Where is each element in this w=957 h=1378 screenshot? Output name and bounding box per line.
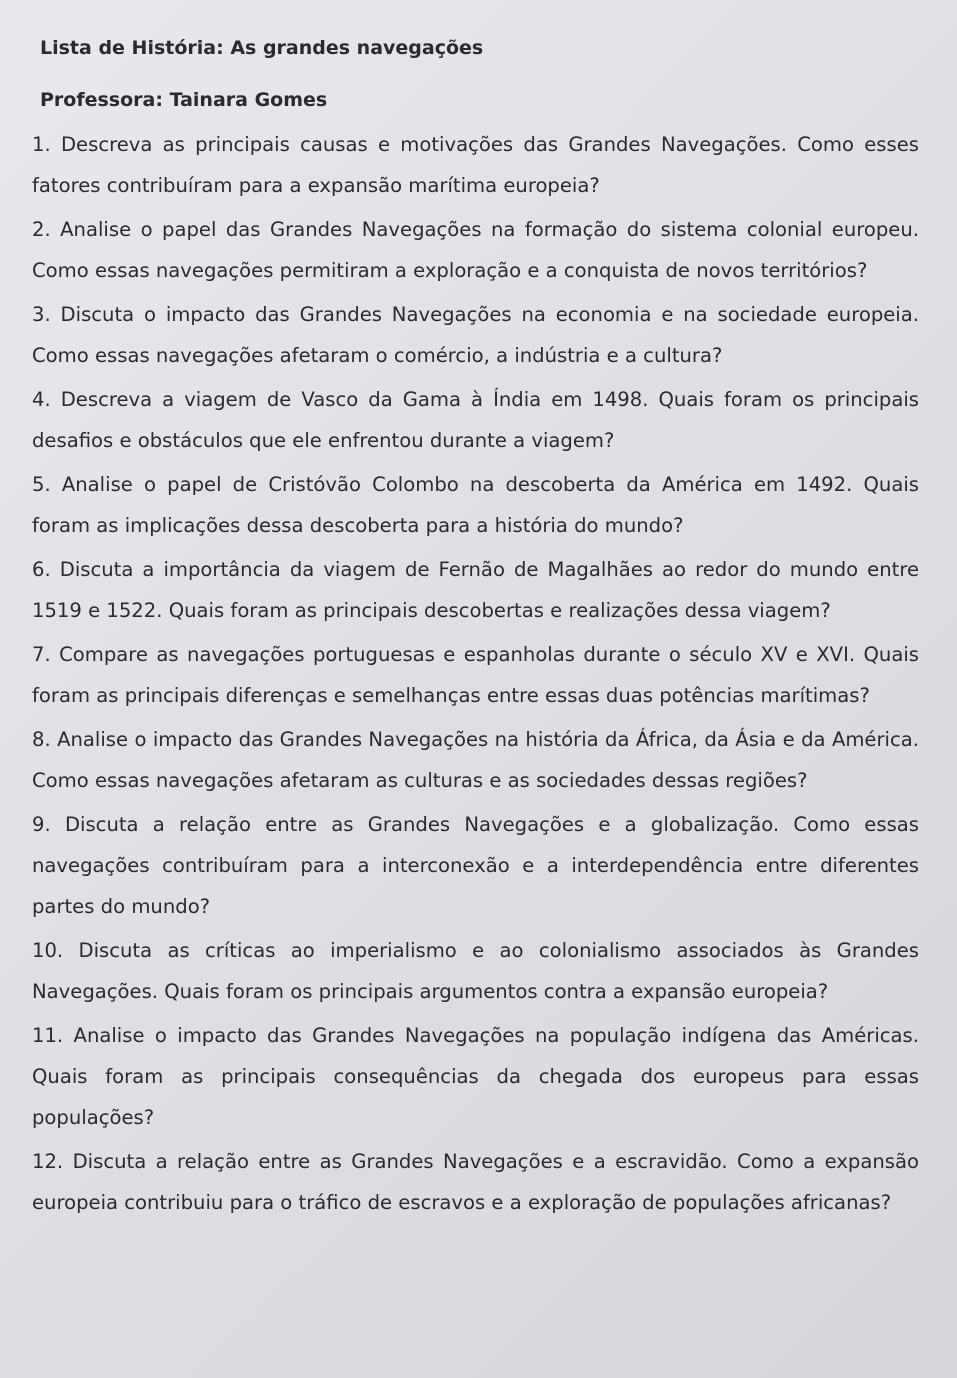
question-11: 11. Analise o impacto das Grandes Navegações na população indígena das Américas. Quais foram as principais consequências da chegada dos europeus para essas populações? [32,1024,919,1130]
question-6: 6. Discuta a importância da viagem de Fernão de Magalhães ao redor do mundo entre 1519 e 1522. Quais foram as principais descobertas e realizações dessa viagem? [32,558,919,623]
question-7: 7. Compare as navegações portuguesas e espanholas durante o século XV e XVI. Quais foram as principais diferenças e semelhanças entre essas duas potências marítimas? [32,643,919,708]
question-12: 12. Discuta a relação entre as Grandes Navegações e a escravidão. Como a expansão europeia contribuiu para o tráfico de escravos e a exploração de populações africanas? [32,1150,919,1215]
question-4: 4. Descreva a viagem de Vasco da Gama à Índia em 1498. Quais foram os principais desafios e obstáculos que ele enfrentou durante a viagem? [32,388,919,453]
question-8: 8. Analise o impacto das Grandes Navegações na história da África, da Ásia e da América. Como essas navegações afetaram as culturas e as sociedades dessas regiões? [32,728,919,793]
question-3: 3. Discuta o impacto das Grandes Navegações na economia e na sociedade europeia. Como essas navegações afetaram o comércio, a indústria e a cultura? [32,303,919,368]
question-list [28,124,919,1223]
question-9: 9. Discuta a relação entre as Grandes Navegações e a globalização. Como essas navegações contribuíram para a interconexão e a interdependência entre diferentes partes do mundo? [32,813,919,919]
teacher-name: Professora: Tainara Gomes [40,88,328,111]
question-10: 10. Discuta as críticas ao imperialismo e ao colonialismo associados às Grandes Navegações. Quais foram os principais argumentos contra a expansão europeia? [32,939,919,1004]
question-1: 1. Descreva as principais causas e motivações das Grandes Navegações. Como esses fatores contribuíram para a expansão marítima europeia? [32,133,919,198]
worksheet-title: Lista de História: As grandes navegações [40,37,484,59]
question-2: 2. Analise o papel das Grandes Navegações na formação do sistema colonial europeu. Como essas navegações permitiram a exploração e a conquista de novos territórios? [32,218,919,283]
question-5: 5. Analise o papel de Cristóvão Colombo na descoberta da América em 1492. Quais foram as implicações dessa descoberta para a história do mundo? [32,473,919,538]
